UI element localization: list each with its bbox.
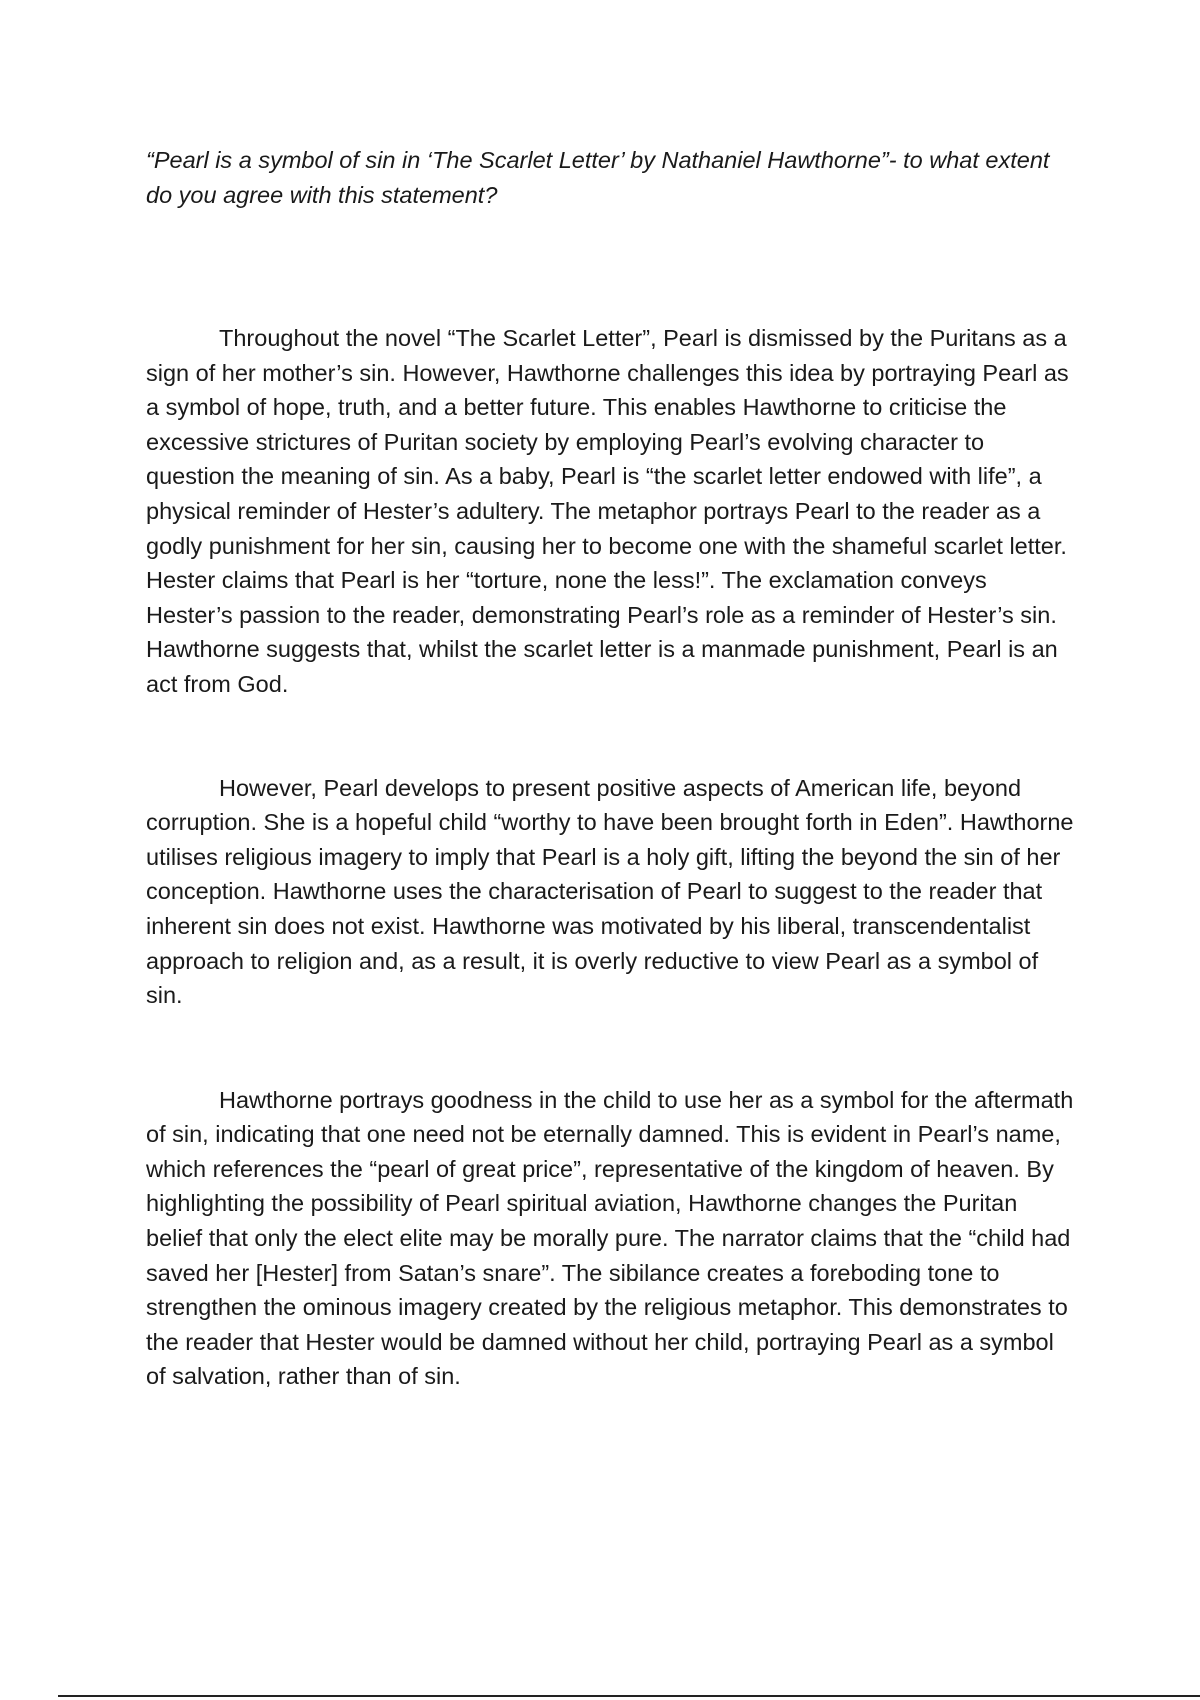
paragraph-3: Hawthorne portrays goodness in the child to use her as a symbol for the aftermath of sin, indicating that one need not be eternally damned. This is evident in Pearl’s name, which references the “pearl of great price”, representative of the kingdom of heaven. By highlighting the possibility of Pearl spiritual aviation, Hawthorne changes the Puritan belief that only the elect elite may be morally pure. The narrator claims that the “child had saved her [Hester] from Satan’s snare”. The sibilance creates a foreboding tone to strengthen the ominous imagery created by the religious metaphor. This demonstrates to the reader that Hester would be damned without her child, portraying Pearl as a symbol of salvation, rather than of sin. xyxy=(146,1086,1074,1390)
essay-question: “Pearl is a symbol of sin in ‘The Scarlet Letter’ by Nathaniel Hawthorne”- to what extent do you agree with this statement? xyxy=(146,147,1050,208)
essay-body xyxy=(146,143,1076,1394)
page-bottom-divider xyxy=(58,1695,1200,1697)
paragraph-2: However, Pearl develops to present positive aspects of American life, beyond corruption. She is a hopeful child “worthy to have been brought forth in Eden”. Hawthorne utilises religious imagery to imply that Pearl is a holy gift, lifting the beyond the sin of her conception. Hawthorne uses the characterisation of Pearl to suggest to the reader that inherent sin does not exist. Hawthorne was motivated by his liberal, transcendentalist approach to religion and, as a result, it is overly reductive to view Pearl as a symbol of sin. xyxy=(146,774,1074,1009)
paragraph-1: Throughout the novel “The Scarlet Letter”, Pearl is dismissed by the Puritans as a sign of her mother’s sin. However, Hawthorne challenges this idea by portraying Pearl as a symbol of hope, truth, and a better future. This enables Hawthorne to criticise the excessive strictures of Puritan society by employing Pearl’s evolving character to question the meaning of sin. As a baby, Pearl is “the scarlet letter endowed with life”, a physical reminder of Hester’s adultery. The metaphor portrays Pearl to the reader as a godly punishment for her sin, causing her to become one with the shameful scarlet letter. Hester claims that Pearl is her “torture, none the less!”. The exclamation conveys Hester’s passion to the reader, demonstrating Pearl’s role as a reminder of Hester’s sin. Hawthorne suggests that, whilst the scarlet letter is a manmade punishment, Pearl is an act from God. xyxy=(146,325,1069,697)
